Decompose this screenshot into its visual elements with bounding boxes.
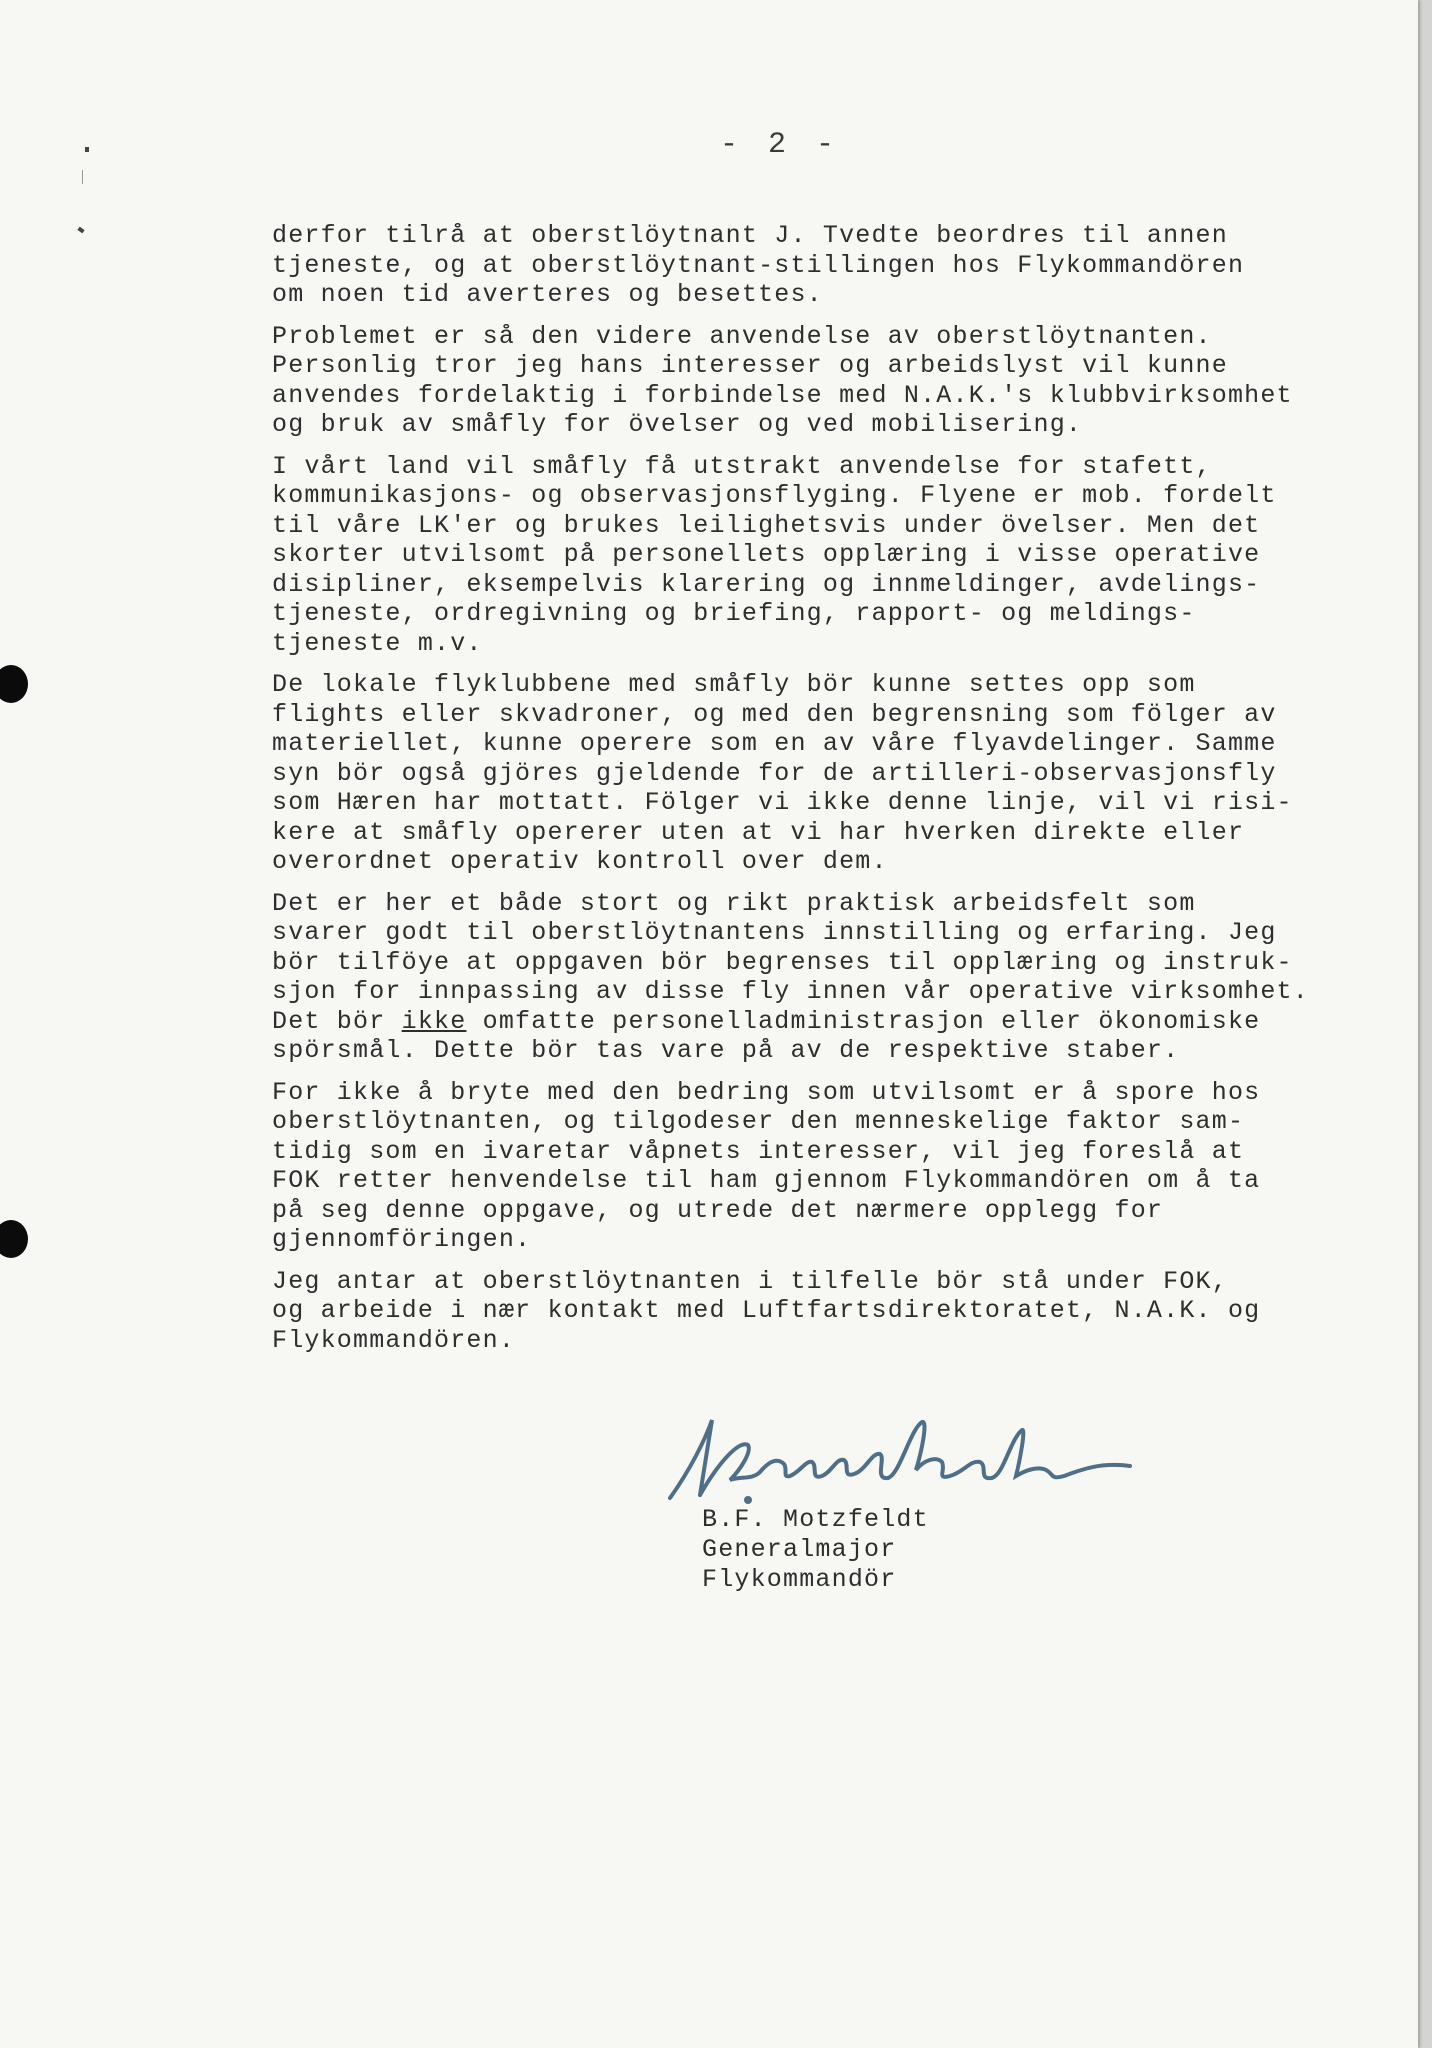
text-line: FOK retter henvendelse til ham gjennom Flykommandören om å ta [272,1166,1261,1195]
signatory-title: Flykommandör [702,1565,897,1594]
text-line: svarer godt til oberstlöytnantens innstilling og erfaring. Jeg [272,918,1277,947]
text-line: kere at småfly opererer uten at vi har hverken direkte eller [272,817,1245,847]
text-line: disipliner, eksempelvis klarering og innmeldinger, avdelings- [272,569,1261,599]
text-line: tjeneste, ordregivning og briefing, rapport- og meldings- [272,599,1196,628]
text-line: anvendes fordelaktig i forbindelse med N.A.K.'s klubbvirksomhet [272,380,1293,410]
paragraph-3 [272,452,1402,659]
text-line: gjennomföringen. [272,1225,532,1254]
text-line: De lokale flyklubbene med småfly bör kunne settes opp som [272,670,1196,699]
text-line: For ikke å bryte med den bedring som utvilsomt er å spore hos [272,1077,1261,1107]
margin-mark [77,227,84,234]
text-line: derfor tilrå at oberstlöytnant J. Tvedte beordres til annen [272,221,1228,250]
text-line: som Hæren har mottatt. Fölger vi ikke denne linje, vil vi risi- [272,788,1293,817]
signatory-name: B.F. Motzfeldt [702,1505,929,1534]
text-line: og bruk av småfly for övelser og ved mobilisering. [272,410,1083,439]
text-line: kommunikasjons- og observasjonsflyging. Flyene er mob. fordelt [272,481,1277,510]
paragraph-1 [272,221,1402,310]
text-line: Problemet er så den videre anvendelse av oberstlöytnanten. [272,321,1212,351]
text-line: Personlig tror jeg hans interesser og arbeidslyst vil kunne [272,351,1228,380]
paragraph-6 [272,1078,1402,1255]
paragraph-7 [272,1267,1402,1356]
text-line: skorter utvilsomt på personellets opplæring i visse operative [272,540,1261,569]
paragraph-2 [272,322,1402,440]
handwritten-signature [660,1400,1190,1510]
text-line: og arbeide i nær kontakt med Luftfartsdirektoratet, N.A.K. og [272,1296,1261,1325]
text-line: materiellet, kunne operere som en av våre flyavdelinger. Samme [272,729,1277,758]
text-line: sjon for innpassing av disse fly innen vår operative virksomhet. [272,977,1309,1006]
signatory-rank: Generalmajor [702,1535,897,1564]
text-line: tidig som en ivaretar våpnets interesser, vil jeg foreslå at [272,1136,1245,1166]
text-line: I vårt land vil småfly få utstrakt anvendelse for stafett, [272,451,1212,481]
text-line: bör tilföye at oppgaven bör begrenses til opplæring og instruk- [272,947,1293,977]
underlined-word: ikke [401,1006,467,1036]
text-line: om noen tid averteres og besettes. [272,280,823,309]
margin-mark [82,170,83,184]
punch-hole [0,1220,28,1258]
text-line: overordnet operativ kontroll over dem. [272,847,888,876]
text-line: syn bör også gjöres gjeldende for de artilleri-observasjonsfly [272,758,1277,788]
text-line: flights eller skvadroner, og med den begrensning som fölger av [272,699,1277,729]
text-run: Det bör [272,1006,402,1036]
text-line: Det er her et både stort og rikt praktisk arbeidsfelt som [272,888,1196,918]
text-line: til våre LK'er og brukes leilighetsvis under övelser. Men det [272,510,1261,540]
page-number: - 2 - [720,128,841,162]
paragraph-4 [272,670,1402,877]
paragraph-5 [272,889,1402,1066]
text-line: spörsmål. Dette bör tas vare på av de respektive staber. [272,1036,1180,1065]
letter-body [272,221,1402,1367]
punch-hole [0,665,28,703]
text-line [272,1007,1402,1037]
text-line: tjeneste m.v. [272,628,483,658]
text-line: oberstlöytnanten, og tilgodeser den menneskelige faktor sam- [272,1107,1245,1136]
signature-block [702,1505,929,1595]
margin-mark [85,147,89,152]
text-line: Jeg antar at oberstlöytnanten i tilfelle bör stå under FOK, [272,1266,1228,1296]
text-line: tjeneste, og at oberstlöytnant-stillingen hos Flykommandören [272,250,1245,280]
text-line: på seg denne oppgave, og utrede det nærmere opplegg for [272,1195,1164,1225]
text-run: omfatte personelladministrasjon eller ökonomiske [466,1006,1261,1036]
text-line: Flykommandören. [272,1325,516,1355]
